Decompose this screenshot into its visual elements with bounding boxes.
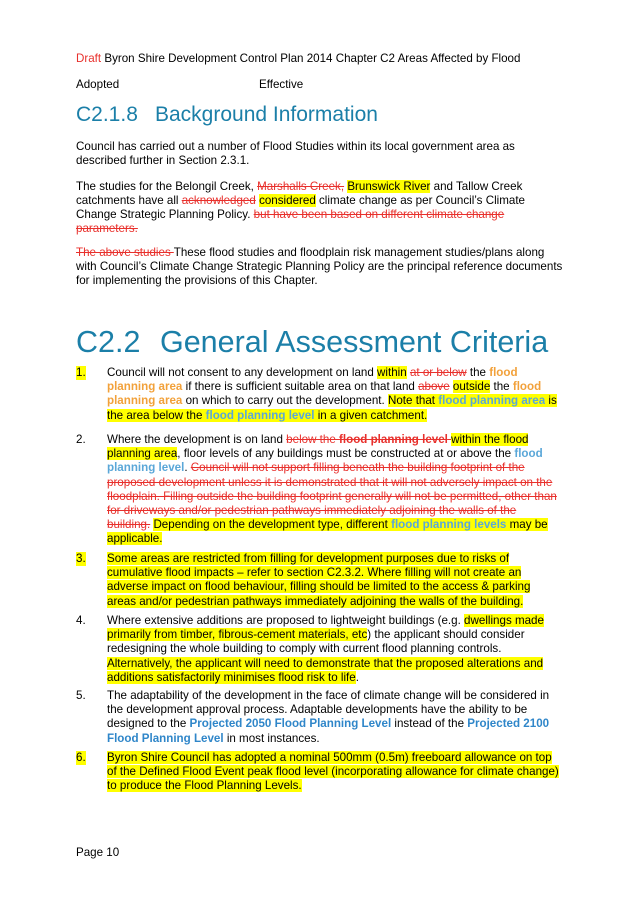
text-run: in most instances.	[223, 731, 320, 745]
text-run: Where extensive additions are proposed to lightweight buildings (e.g.	[107, 614, 465, 627]
inserted-text: considered	[259, 194, 316, 207]
text-run: instead of the	[391, 717, 468, 731]
text-run: These flood studies and floodplain risk management studies/plans along with Council’s Climate Change Strategic Planning Policy are the principal reference documents for implementing the provisions of this Chapter.	[76, 246, 563, 287]
text-run: Where the development is on land	[107, 433, 287, 446]
item-number: 2.	[76, 433, 86, 446]
defined-term: flood planning level	[107, 447, 543, 475]
text-run: ) the applicant should consider redesigning the whole building to comply with current flood planning controls.	[107, 628, 525, 656]
item-number: 3.	[76, 552, 86, 565]
paragraph-flood-studies: Council has carried out a number of Flood Studies within its local government area as described further in Section 2.3.1.	[76, 140, 515, 167]
defined-term: Projected 2100 Flood Planning Level	[107, 717, 550, 745]
text-run: climate change as per Council’s Climate Change Strategic Planning Policy.	[76, 194, 525, 221]
section-title: General Assessment Criteria	[160, 325, 549, 359]
adopted-label: Adopted	[76, 78, 120, 91]
paragraph-studies-list	[76, 180, 566, 236]
item-number: 5.	[76, 689, 86, 702]
item-text	[107, 689, 562, 746]
text-run: , floor levels of any buildings must be constructed at or above the	[177, 447, 515, 461]
deleted-text: The above studies	[76, 246, 174, 259]
defined-term: flood planning area	[438, 394, 546, 408]
inserted-text: Note that	[387, 394, 439, 408]
item-text	[107, 366, 562, 423]
deleted-text: Marshalls Creek,	[257, 180, 345, 193]
deleted-text: flood planning level	[339, 433, 448, 446]
text-run: and Tallow Creek catchments have all	[76, 180, 523, 207]
section-title: Background Information	[155, 103, 378, 126]
text-run: .	[184, 461, 191, 475]
defined-term: flood planning area	[107, 366, 518, 394]
item-number: 4.	[76, 614, 86, 627]
deleted-text: at or below	[409, 366, 467, 379]
inserted-text: may be applicable.	[107, 518, 548, 546]
effective-label: Effective	[259, 78, 304, 91]
section-heading-c218	[76, 103, 378, 127]
text-run: .	[355, 670, 359, 684]
inserted-text: Some areas are restricted from filling for development purposes due to risks of cumulative flood impacts – refer to section C2.3.2. Where filling will not create an adverse impact on flood behaviour, filling should be limited to the access & parking areas and/or pedestrian pathways immediately adjoining the walls of the building.	[107, 552, 531, 608]
text-run: The studies for the Belongil Creek,	[76, 180, 258, 193]
section-number: C2.1.8	[76, 103, 138, 126]
inserted-text: Depending on the development type, different	[153, 518, 392, 532]
inserted-text: Alternatively, the applicant will need to demonstrate that the proposed alterations and additions satisfactorily minimises flood risk to life	[107, 656, 544, 684]
inserted-text: Brunswick River	[347, 180, 431, 193]
item-text	[107, 433, 562, 547]
defined-term: flood planning area	[107, 380, 542, 408]
deleted-text: acknowledged	[181, 194, 256, 207]
deleted-text: but have been based on different climate change parameters.	[76, 208, 505, 235]
page-number: Page 10	[76, 846, 120, 859]
text-run: the	[490, 380, 513, 394]
defined-term: Projected 2050 Flood Planning Level	[189, 717, 392, 731]
deleted-text: above	[418, 380, 450, 394]
text-run: if there is sufficient suitable area on that land	[182, 380, 419, 394]
defined-term: flood planning levels	[391, 518, 507, 532]
item-number: 1.	[76, 366, 86, 379]
item-text	[107, 614, 562, 685]
item-text	[107, 552, 562, 609]
text-run: The adaptability of the development in the face of climate change will be considered in the development approval process. Adaptable developments have the ability to be designed to the	[107, 689, 550, 731]
section-number: C2.2	[76, 325, 141, 359]
text-run: Council will not consent to any development on land	[107, 366, 378, 379]
text-run: on which to carry out the development.	[182, 394, 388, 408]
deleted-text: below the	[286, 433, 340, 446]
inserted-text: within	[377, 366, 407, 379]
inserted-text: in a given catchment.	[314, 408, 428, 422]
item-number: 6.	[76, 751, 86, 764]
draft-label: Draft	[76, 52, 102, 65]
defined-term: flood planning level	[205, 408, 315, 422]
inserted-text: within the flood planning area	[107, 433, 529, 461]
item-text	[107, 751, 562, 794]
inserted-text: outside	[452, 380, 491, 394]
text-run: the	[466, 366, 490, 379]
inserted-text: Byron Shire Council has adopted a nominal 500mm (0.5m) freeboard allowance on top of the Defined Flood Event peak flood level (incorporating allowance for climate change) to produce the Flood Planning Levels.	[107, 751, 559, 793]
running-header	[76, 52, 520, 66]
paragraph-reference-documents	[76, 246, 566, 288]
inserted-text: dwellings made primarily from timber, fibrous-cement materials, etc	[107, 614, 544, 642]
header-title: Byron Shire Development Control Plan 2014 Chapter C2 Areas Affected by Flood	[101, 52, 521, 65]
section-heading-c22	[76, 325, 548, 360]
deleted-text: Council will not support filling beneath the building footprint of the proposed development unless it is demonstrated that it will not adversely impact on the floodplain. Filling outside the building footprint generally will not be permitted, other than for driveways and/or pedestrian pathways immediately adjoining the walls of the building.	[107, 461, 557, 532]
inserted-text: is the area below the	[107, 394, 557, 422]
